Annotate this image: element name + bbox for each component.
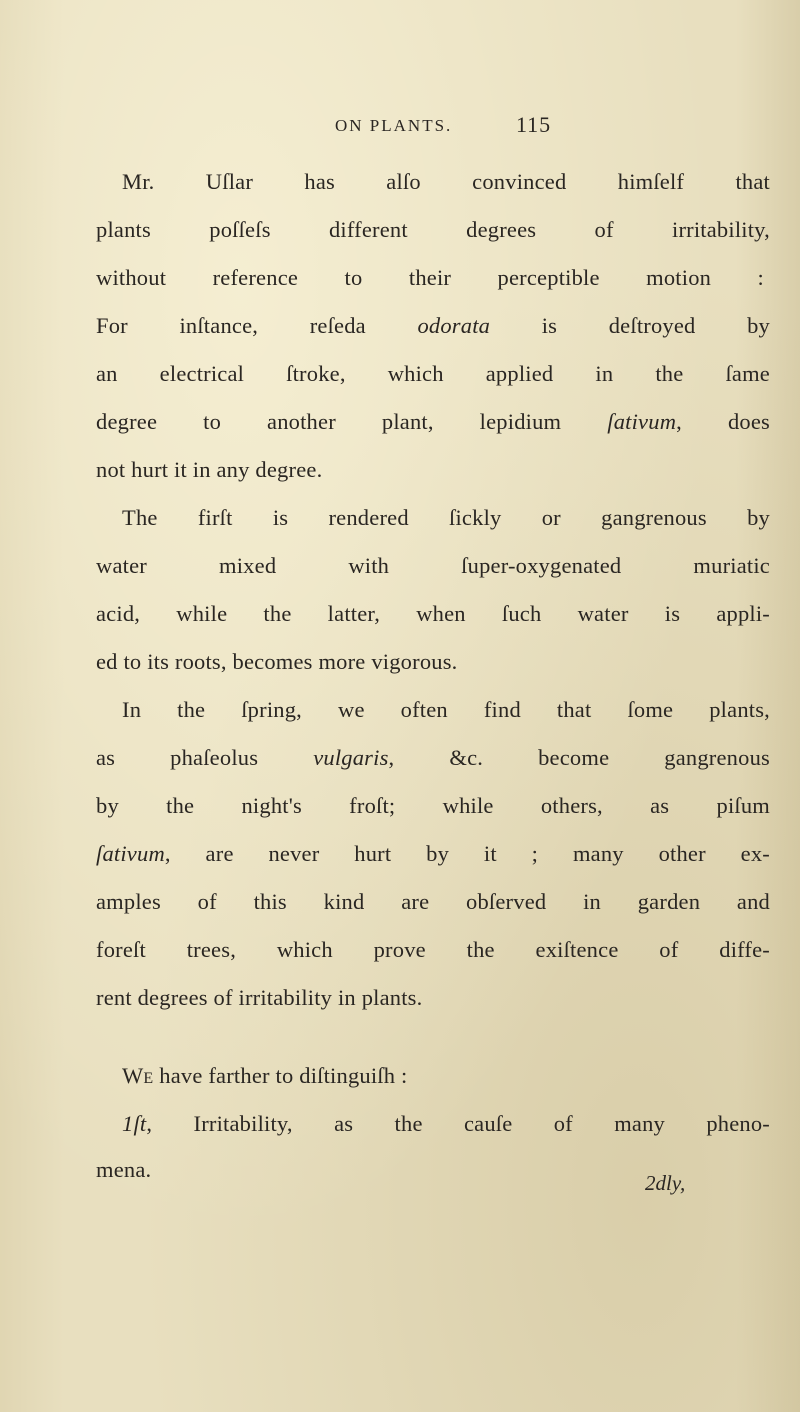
page-number: 115	[516, 112, 552, 137]
catchword: 2dly,	[645, 1171, 686, 1195]
text-line: Mr. Uſlar has alſo convinced himſelf that	[122, 169, 770, 194]
text-line: plants poſſeſs different degrees of irritability,	[96, 217, 770, 242]
text-line: The firſt is rendered ſickly or gangrenous by	[122, 505, 770, 530]
text-line: foreſt trees, which prove the exiſtence of diffe-	[96, 937, 770, 962]
running-head	[0, 104, 800, 144]
text-line: not hurt it in any degree.	[96, 457, 323, 482]
text-line: For inſtance, reſeda odorata is deſtroyed by	[96, 313, 770, 338]
text-line: 1ſt, Irritability, as the cauſe of many pheno-	[122, 1111, 770, 1136]
text-line: We have farther to diſtinguiſh :	[122, 1063, 408, 1088]
text-line: amples of this kind are obſerved in garden and	[96, 889, 770, 914]
text-line: ſativum, are never hurt by it ; many other ex-	[96, 841, 770, 866]
ordinal: 1ſt	[122, 1111, 147, 1136]
latin-term: ſativum	[607, 409, 677, 434]
small-caps-word: We	[122, 1063, 154, 1088]
text-line: rent degrees of irritability in plants.	[96, 985, 423, 1010]
text-line: mena.	[96, 1157, 152, 1182]
running-title: ON PLANTS.	[335, 116, 453, 135]
text-line: In the ſpring, we often find that ſome plants,	[122, 697, 770, 722]
text-line: acid, while the latter, when ſuch water is appli-	[96, 601, 770, 626]
latin-term: odorata	[417, 313, 491, 338]
text-line: water mixed with ſuper-oxygenated muriatic	[96, 553, 770, 578]
text-line: degree to another plant, lepidium ſativum, does	[96, 409, 770, 434]
text-line: by the night's froſt; while others, as piſum	[96, 793, 770, 818]
text-line: as phaſeolus vulgaris, &c. become gangrenous	[96, 745, 770, 770]
text-line: without reference to their perceptible motion :	[96, 265, 764, 290]
latin-term: vulgaris	[313, 745, 389, 770]
latin-term: ſativum	[96, 841, 165, 866]
text-line: an electrical ſtroke, which applied in the ſame	[96, 361, 770, 386]
text-line: ed to its roots, becomes more vigorous.	[96, 649, 458, 674]
